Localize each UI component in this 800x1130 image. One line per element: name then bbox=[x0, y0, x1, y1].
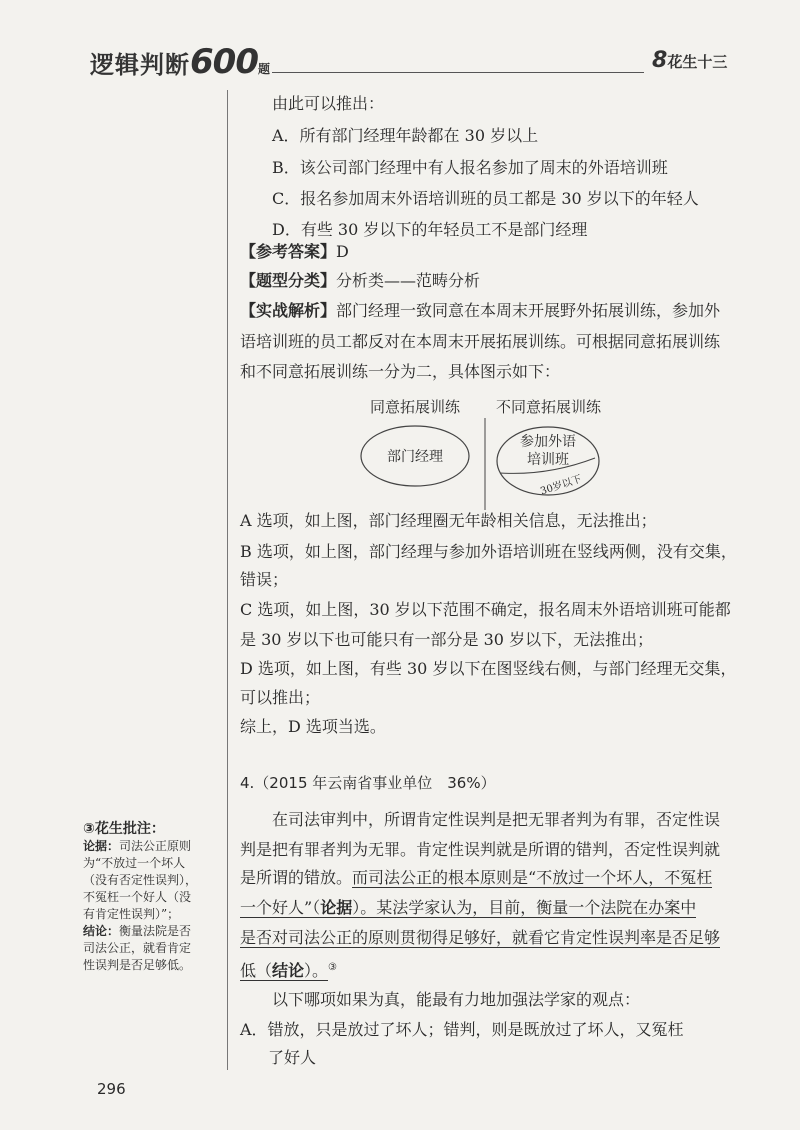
side-note-line: 为“不放过一个坏人 bbox=[83, 856, 186, 870]
q4-text: 低（ bbox=[240, 961, 273, 981]
q4-line bbox=[240, 896, 696, 920]
tag-conclusion: 结论 bbox=[272, 961, 305, 981]
venn-diagram bbox=[350, 418, 630, 510]
answer-label: 【参考答案】 bbox=[240, 242, 337, 261]
q4-option-a: A．错放，只是放过了坏人；错判，则是既放过了坏人，又冤枉 bbox=[240, 1020, 684, 1039]
header-rule bbox=[272, 72, 644, 73]
q4-underlined bbox=[240, 961, 328, 981]
q4-text: 一个好人”（ bbox=[240, 898, 321, 917]
diagram-left-heading: 同意拓展训练 bbox=[370, 398, 461, 416]
q3-lead: 由此可以推出： bbox=[272, 94, 385, 113]
brand-logo-icon: 8 bbox=[652, 48, 668, 73]
side-note-line: 有肯定性误判）”； bbox=[83, 907, 180, 921]
q4-line bbox=[240, 956, 337, 983]
explanation-line: 综上，D 选项当选。 bbox=[240, 717, 386, 736]
q4-text: 是所谓的错放。 bbox=[240, 868, 353, 887]
margin-divider bbox=[227, 90, 228, 1070]
explanation-line: C 选项，如上图，30 岁以下范围不确定，报名周末外语培训班可能都 bbox=[240, 600, 731, 619]
type-value: 分析类——范畴分析 bbox=[336, 271, 481, 290]
explanation-line: 是 30 岁以下也可能只有一部分是 30 岁以下，无法推出； bbox=[240, 630, 654, 649]
side-note-title: ③花生批注： bbox=[83, 821, 165, 837]
explanation-line: D 选项，如上图，有些 30 岁以下在图竖线右侧，与部门经理无交集， bbox=[240, 659, 737, 678]
book-title bbox=[90, 42, 271, 82]
q3-analysis bbox=[240, 299, 720, 323]
analysis-label: 【实战解析】 bbox=[240, 301, 337, 320]
book-title-suffix: 题 bbox=[257, 62, 271, 76]
side-note-line: （没有否定性误判）， bbox=[83, 873, 198, 887]
q3-option-a: A．所有部门经理年龄都在 30 岁以上 bbox=[272, 126, 539, 145]
q4-line bbox=[240, 866, 712, 890]
brand-label: 花生十三 bbox=[667, 53, 728, 71]
q4-underlined: 而司法公正的根本原则是“不放过一个坏人，不冤枉 bbox=[352, 868, 713, 887]
under30-label: 30岁以下 bbox=[539, 473, 584, 498]
footnote-marker: ③ bbox=[328, 962, 338, 973]
side-note bbox=[83, 838, 197, 974]
manager-circle-label: 部门经理 bbox=[387, 449, 443, 465]
side-note-line: 结论：衡量法院是否 bbox=[83, 924, 192, 938]
side-note-line: 司法公正，就看肯定 bbox=[83, 941, 192, 955]
q4-line bbox=[240, 926, 720, 950]
q4-line: 在司法审判中，所谓肯定性误判是把无罪者判为有罪，否定性误 bbox=[272, 810, 721, 829]
q4-underlined: 是否对司法公正的原则贯彻得足够好，就看它肯定性误判率是否足够 bbox=[240, 928, 721, 947]
explanation-line: 错误； bbox=[240, 570, 289, 589]
q4-text: ）。某法学家认为，目前，衡量一个法院在办案中 bbox=[352, 898, 697, 917]
q4-heading: 4.（2015 年云南省事业单位 36%） bbox=[240, 774, 496, 792]
q4-prompt: 以下哪项如果为真，能最有力地加强法学家的观点： bbox=[272, 990, 641, 1009]
q4-option-a-cont: 了好人 bbox=[268, 1048, 317, 1067]
q4-line: 判是把有罪者判为无罪。肯定性误判就是所谓的错判，否定性误判就 bbox=[240, 840, 721, 859]
answer-value: D bbox=[336, 242, 349, 261]
explanation-line: A 选项，如上图，部门经理圈无年龄相关信息，无法推出； bbox=[240, 511, 657, 530]
q3-type bbox=[240, 269, 480, 293]
diagram-right-heading: 不同意拓展训练 bbox=[496, 398, 602, 416]
book-title-number: 600 bbox=[190, 42, 258, 82]
side-note-line: 论据：司法公正原则 bbox=[83, 839, 192, 853]
side-note-line: 不冤枉一个好人（没 bbox=[83, 890, 192, 904]
explanation-line: B 选项，如上图，部门经理与参加外语培训班在竖线两侧，没有交集， bbox=[240, 542, 737, 561]
q3-option-c: C．报名参加周末外语培训班的员工都是 30 岁以下的年轻人 bbox=[272, 189, 699, 208]
explanation-line: 可以推出； bbox=[240, 688, 321, 707]
q3-option-b: B．该公司部门经理中有人报名参加了周末的外语培训班 bbox=[272, 158, 668, 177]
book-title-prefix: 逻辑判断 bbox=[90, 51, 190, 79]
q4-text: ）。 bbox=[304, 961, 329, 981]
analysis-line: 和不同意拓展训练一分为二，具体图示如下： bbox=[240, 362, 561, 381]
brand-mark bbox=[652, 48, 727, 73]
tag-evidence: 论据 bbox=[320, 898, 353, 917]
side-note-line: 性误判是否足够低。 bbox=[83, 958, 192, 972]
q4-underlined bbox=[240, 898, 696, 918]
q3-option-d: D．有些 30 岁以下的年轻员工不是部门经理 bbox=[272, 220, 588, 239]
q3-answer bbox=[240, 240, 349, 264]
analysis-line: 语培训班的员工都反对在本周末开展拓展训练。可根据同意拓展训练 bbox=[240, 332, 721, 351]
type-label: 【题型分类】 bbox=[240, 271, 337, 290]
training-circle-label-1: 参加外语 bbox=[520, 434, 576, 450]
page-number: 296 bbox=[97, 1080, 126, 1098]
training-circle-label-2: 培训班 bbox=[527, 452, 569, 468]
analysis-line: 部门经理一致同意在本周末开展野外拓展训练，参加外 bbox=[336, 301, 721, 320]
